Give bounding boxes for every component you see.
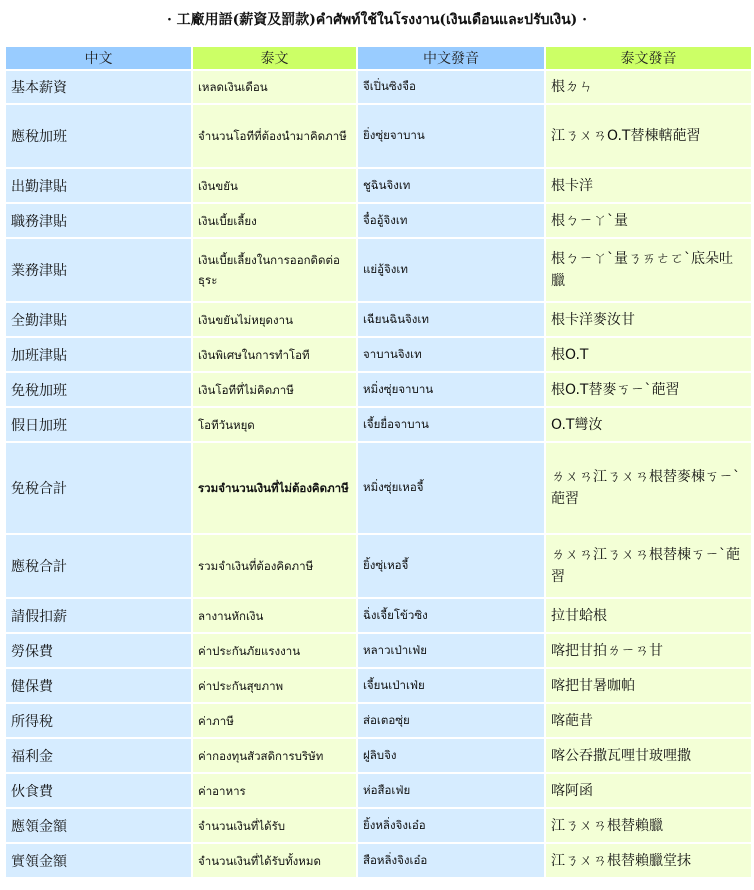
- cell-chinese: 勞保費: [6, 634, 191, 667]
- cell-chinese: 應稅合計: [6, 535, 191, 597]
- cell-thai-pronunciation: 江ㄋㄨㄢO.T替棟轄葩習: [546, 105, 751, 167]
- cell-thai-pronunciation: 根卡洋麥汝甘: [546, 303, 751, 336]
- cell-chinese: 應稅加班: [6, 105, 191, 167]
- cell-chinese: 免稅加班: [6, 373, 191, 406]
- cell-chinese: 請假扣薪: [6, 599, 191, 632]
- cell-thai: รวมจำเงินที่ต้องคิดภาษี: [193, 535, 356, 597]
- vocabulary-table: [4, 45, 753, 879]
- cell-chinese-pronunciation: เจี้ยนเป่าเฟ่ย: [358, 669, 544, 702]
- cell-chinese-pronunciation: ชูฉินจิงเท: [358, 169, 544, 202]
- cell-thai-pronunciation: 根O.T替麥ㄎㄧˋ葩習: [546, 373, 751, 406]
- cell-chinese: 實領金額: [6, 844, 191, 877]
- table-row: [6, 669, 751, 702]
- cell-thai-pronunciation: ㄌㄨㄢ江ㄋㄨㄢ根替麥棟ㄎㄧˋ葩習: [546, 443, 751, 533]
- table-row: [6, 704, 751, 737]
- cell-chinese: 應領金額: [6, 809, 191, 842]
- cell-chinese-pronunciation: แย่อู้จิงเท: [358, 239, 544, 301]
- table-row: [6, 535, 751, 597]
- header-thai: 泰文: [193, 47, 356, 69]
- table-row: [6, 443, 751, 533]
- table-row: [6, 774, 751, 807]
- cell-thai: จำนวนโอทีที่ต้องนำมาคิดภาษี: [193, 105, 356, 167]
- cell-thai: เหลดเงินเดือน: [193, 71, 356, 103]
- cell-thai: รวมจำนวนเงินที่ไม่ต้องคิดภาษี: [193, 443, 356, 533]
- cell-thai-pronunciation: 江ㄋㄨㄢ根替賴臘: [546, 809, 751, 842]
- table-row: [6, 169, 751, 202]
- cell-chinese: 業務津貼: [6, 239, 191, 301]
- cell-thai: ค่าภาษี: [193, 704, 356, 737]
- cell-thai-pronunciation: 喀把甘拍ㄌㄧㄢ甘: [546, 634, 751, 667]
- cell-thai: ลางานหักเงิน: [193, 599, 356, 632]
- table-row: [6, 239, 751, 301]
- cell-thai: จำนวนเงินที่ได้รับทั้งหมด: [193, 844, 356, 877]
- cell-chinese-pronunciation: เฉียนฉินจิงเท: [358, 303, 544, 336]
- cell-chinese: 加班津貼: [6, 338, 191, 371]
- cell-thai: เงินโอทีที่ไม่คิดภาษี: [193, 373, 356, 406]
- cell-chinese: 出勤津貼: [6, 169, 191, 202]
- cell-chinese: 全勤津貼: [6, 303, 191, 336]
- cell-thai: เงินพิเศษในการทำโอที: [193, 338, 356, 371]
- table-body: [6, 71, 751, 877]
- table-row: [6, 809, 751, 842]
- cell-chinese-pronunciation: หลาวเป่าเฟ่ย: [358, 634, 544, 667]
- cell-thai-pronunciation: O.T彎汝: [546, 408, 751, 441]
- cell-thai-pronunciation: 根ㄉㄣ: [546, 71, 751, 103]
- table-row: [6, 71, 751, 103]
- cell-thai-pronunciation: 根ㄅㄧㄚˋ量: [546, 204, 751, 237]
- table-row: [6, 204, 751, 237]
- cell-thai-pronunciation: 根ㄅㄧㄚˋ量ㄋㄞㄜㄛˋ底朵吐臘: [546, 239, 751, 301]
- table-row: [6, 408, 751, 441]
- cell-chinese-pronunciation: ห่อสือเฟ่ย: [358, 774, 544, 807]
- cell-thai-pronunciation: 根O.T: [546, 338, 751, 371]
- table-row: [6, 844, 751, 877]
- header-chinese-pronunciation: 中文發音: [358, 47, 544, 69]
- cell-thai-pronunciation: 喀阿函: [546, 774, 751, 807]
- header-thai-pronunciation: 泰文發音: [546, 47, 751, 69]
- table-row: [6, 105, 751, 167]
- table-row: [6, 373, 751, 406]
- cell-chinese-pronunciation: จื๋ออู้จิงเท: [358, 204, 544, 237]
- cell-thai-pronunciation: 喀葩昔: [546, 704, 751, 737]
- cell-chinese-pronunciation: จีเปิ่นซิงจือ: [358, 71, 544, 103]
- cell-thai: โอทีวันหยุด: [193, 408, 356, 441]
- cell-chinese-pronunciation: หมิ่งซุ่ยจาบาน: [358, 373, 544, 406]
- cell-chinese-pronunciation: สือหลิ่งจิงเอ๋อ: [358, 844, 544, 877]
- cell-chinese: 基本薪資: [6, 71, 191, 103]
- cell-chinese: 伙食費: [6, 774, 191, 807]
- cell-thai: ค่าประกันสุขภาพ: [193, 669, 356, 702]
- cell-chinese-pronunciation: ยิ้งหลิ่งจิงเอ๋อ: [358, 809, 544, 842]
- cell-thai: เงินขยัน: [193, 169, 356, 202]
- cell-chinese-pronunciation: ฉิ่งเจี้ยโข้วซิง: [358, 599, 544, 632]
- cell-thai-pronunciation: 喀公吞撒瓦哩甘玻哩撒: [546, 739, 751, 772]
- cell-chinese-pronunciation: หมิ่งซุ่ยเหอจี้: [358, 443, 544, 533]
- table-row: [6, 739, 751, 772]
- table-row: [6, 338, 751, 371]
- cell-thai: เงินขยันไม่หยุดงาน: [193, 303, 356, 336]
- cell-chinese-pronunciation: ยิ้งซุ่เหอจี้: [358, 535, 544, 597]
- table-row: [6, 303, 751, 336]
- cell-chinese: 假日加班: [6, 408, 191, 441]
- table-row: [6, 634, 751, 667]
- cell-chinese-pronunciation: ส่อเตอซุ่ย: [358, 704, 544, 737]
- cell-thai: ค่าประกันภัยแรงงาน: [193, 634, 356, 667]
- cell-thai: ค่ากองทุนสัวสดิการบริษัท: [193, 739, 356, 772]
- cell-chinese-pronunciation: จาบานจิงเท: [358, 338, 544, 371]
- cell-thai: ค่าอาหาร: [193, 774, 356, 807]
- cell-thai: เงินเบี้ยเลี้ยงในการออกดิดต่อธุระ: [193, 239, 356, 301]
- header-chinese: 中文: [6, 47, 191, 69]
- cell-thai-pronunciation: 根卡洋: [546, 169, 751, 202]
- cell-chinese: 福利金: [6, 739, 191, 772]
- cell-chinese: 健保費: [6, 669, 191, 702]
- page-title: · 工廠用語(薪資及罰款)คำศัพท์ใช้ในโรงงาน(เงินเดือนและปรับเงิน) ·: [166, 12, 588, 28]
- cell-chinese: 免稅合計: [6, 443, 191, 533]
- cell-thai-pronunciation: 拉甘蛤根: [546, 599, 751, 632]
- cell-chinese-pronunciation: ฝูลิบจิง: [358, 739, 544, 772]
- cell-thai-pronunciation: ㄌㄨㄢ江ㄋㄨㄢ根替棟ㄎㄧˋ葩習: [546, 535, 751, 597]
- cell-chinese: 所得稅: [6, 704, 191, 737]
- cell-thai-pronunciation: 喀把甘暑咖帕: [546, 669, 751, 702]
- cell-thai: จำนวนเงินที่ได้รับ: [193, 809, 356, 842]
- table-header-row: [6, 47, 751, 69]
- cell-thai: เงินเบี้ยเลี้ยง: [193, 204, 356, 237]
- cell-chinese-pronunciation: เจี้ยยื่อจาบาน: [358, 408, 544, 441]
- table-row: [6, 599, 751, 632]
- cell-chinese-pronunciation: ยิ่งซุ่ยจาบาน: [358, 105, 544, 167]
- cell-thai-pronunciation: 江ㄋㄨㄢ根替賴臘堂抹: [546, 844, 751, 877]
- cell-chinese: 職務津貼: [6, 204, 191, 237]
